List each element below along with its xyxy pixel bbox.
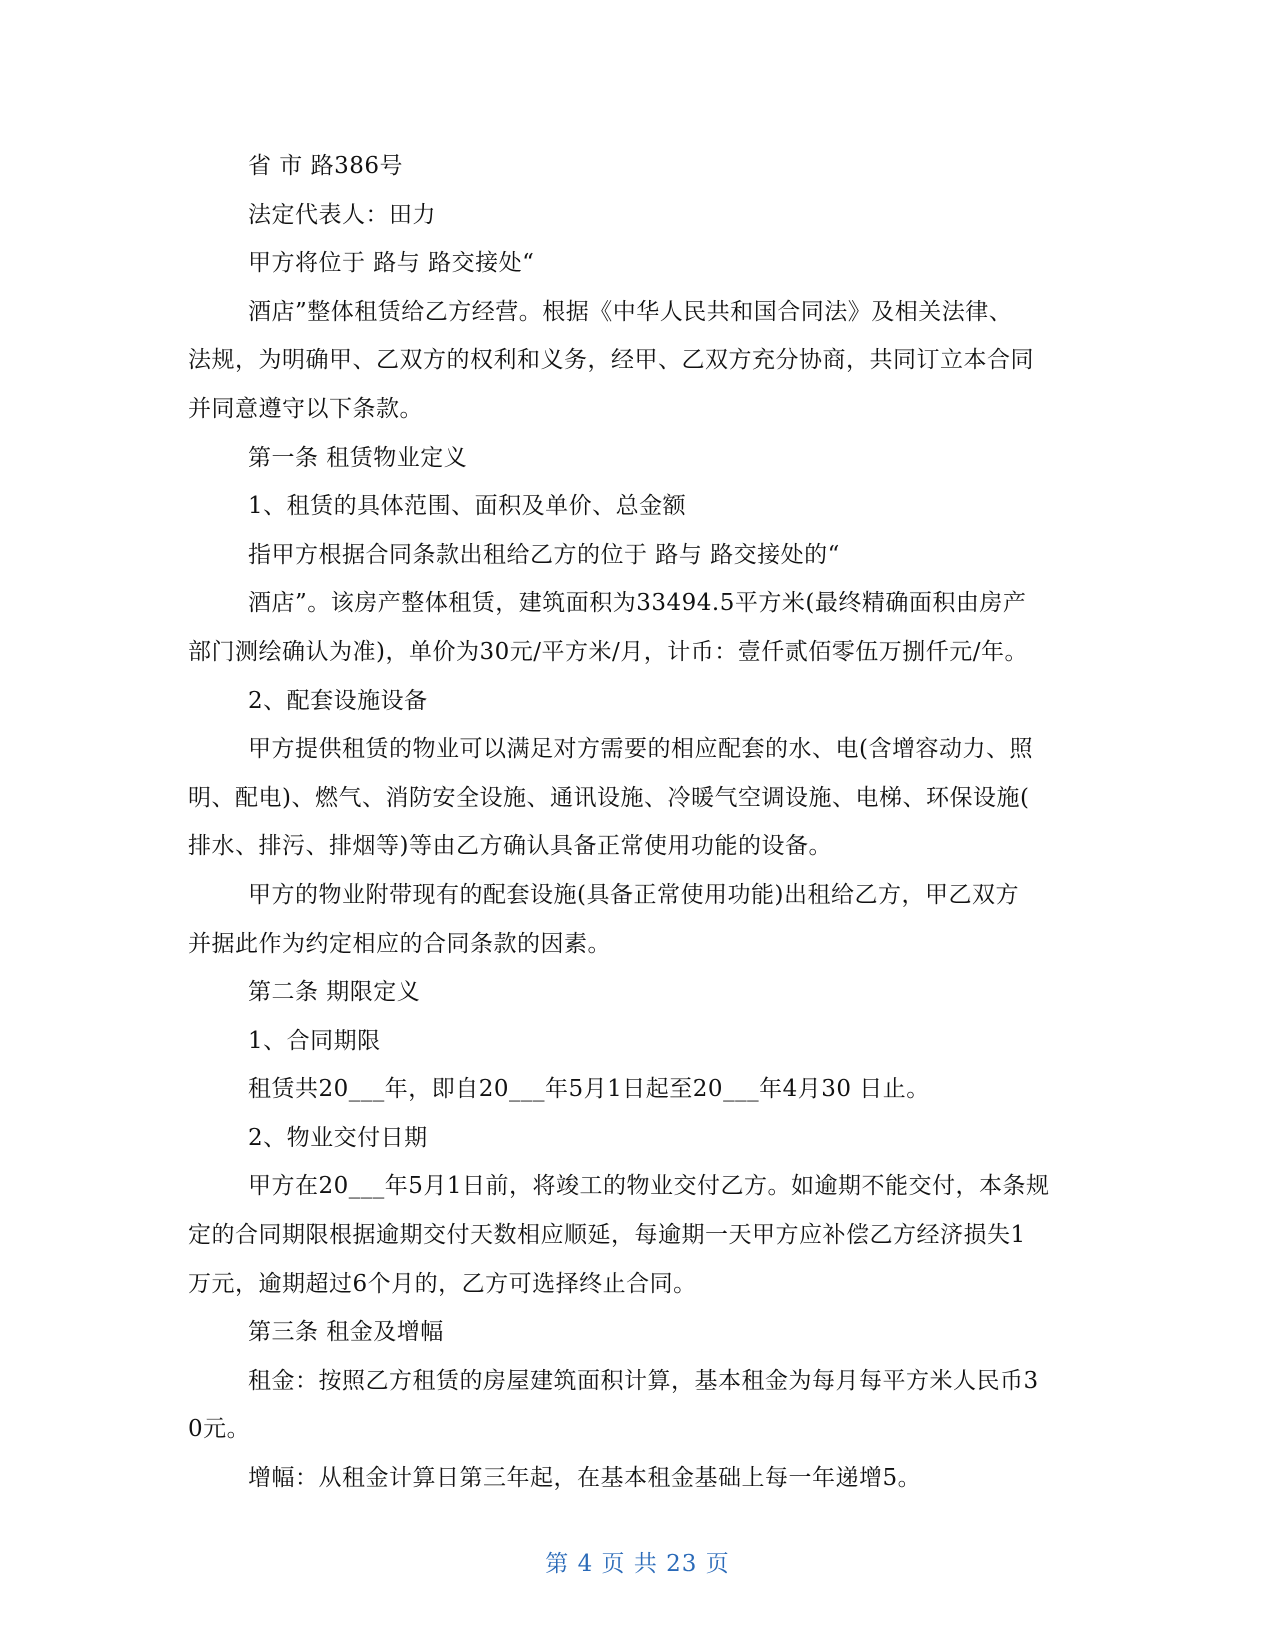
paragraph-line: 增幅：从租金计算日第三年起，在基本租金基础上每一年递增5。 [248,1465,922,1492]
paragraph-line: 明、配电)、燃气、消防安全设施、通讯设施、冷暖气空调设施、电梯、环保设施( [188,784,1030,811]
paragraph-line: 法规，为明确甲、乙双方的权利和义务，经甲、乙双方充分协商，共同订立本合同 [188,347,1034,374]
document-body [188,142,1092,1503]
paragraph-line: 甲方将位于 路与 路交接处“ [248,250,535,277]
article-heading: 第三条 租金及增幅 [248,1319,444,1346]
paragraph-line: 甲方的物业附带现有的配套设施(具备正常使用功能)出租给乙方，甲乙双方 [248,881,1019,908]
paragraph-line: 并据此作为约定相应的合同条款的因素。 [188,930,611,957]
paragraph-line: 甲方提供租赁的物业可以满足对方需要的相应配套的水、电(含增容动力、照 [248,736,1033,763]
paragraph-line: 酒店”。该房产整体租赁，建筑面积为33494.5平方米(最终精确面积由房产 [248,590,1027,617]
paragraph-line: 0元。 [188,1416,251,1443]
paragraph-line: 甲方在20___年5月1日前，将竣工的物业交付乙方。如逾期不能交付，本条规 [248,1173,1050,1200]
paragraph-line: 部门测绘确认为准)，单价为30元/平方米/月，计币：壹仟贰佰零伍万捌仟元/年。 [188,638,1028,665]
paragraph-line: 定的合同期限根据逾期交付天数相应顺延，每逾期一天甲方应补偿乙方经济损失1 [188,1222,1026,1249]
clause-heading: 2、配套设施设备 [248,687,428,714]
paragraph-line: 万元，逾期超过6个月的，乙方可选择终止合同。 [188,1270,697,1297]
legal-representative-line: 法定代表人：田力 [248,201,436,228]
paragraph-line: 租金：按照乙方租赁的房屋建筑面积计算，基本租金为每月每平方米人民币3 [248,1367,1039,1394]
address-line: 省 市 路386号 [248,153,404,179]
paragraph-line: 并同意遵守以下条款。 [188,395,423,422]
article-heading: 第二条 期限定义 [248,979,421,1006]
clause-heading: 1、合同期限 [248,1027,381,1054]
clause-heading: 1、租赁的具体范围、面积及单价、总金额 [248,493,687,520]
paragraph-line: 指甲方根据合同条款出租给乙方的位于 路与 路交接处的“ [248,541,840,568]
paragraph-line: 租赁共20___年，即自20___年5月1日起至20___年4月30 日止。 [248,1076,930,1103]
paragraph-line: 酒店”整体租赁给乙方经营。根据《中华人民共和国合同法》及相关法律、 [248,298,1013,325]
paragraph-line: 排水、排污、排烟等)等由乙方确认具备正常使用功能的设备。 [188,833,832,860]
page-number-footer: 第 4 页 共 23 页 [545,1551,730,1577]
clause-heading: 2、物业交付日期 [248,1124,428,1151]
article-heading: 第一条 租赁物业定义 [248,444,468,471]
